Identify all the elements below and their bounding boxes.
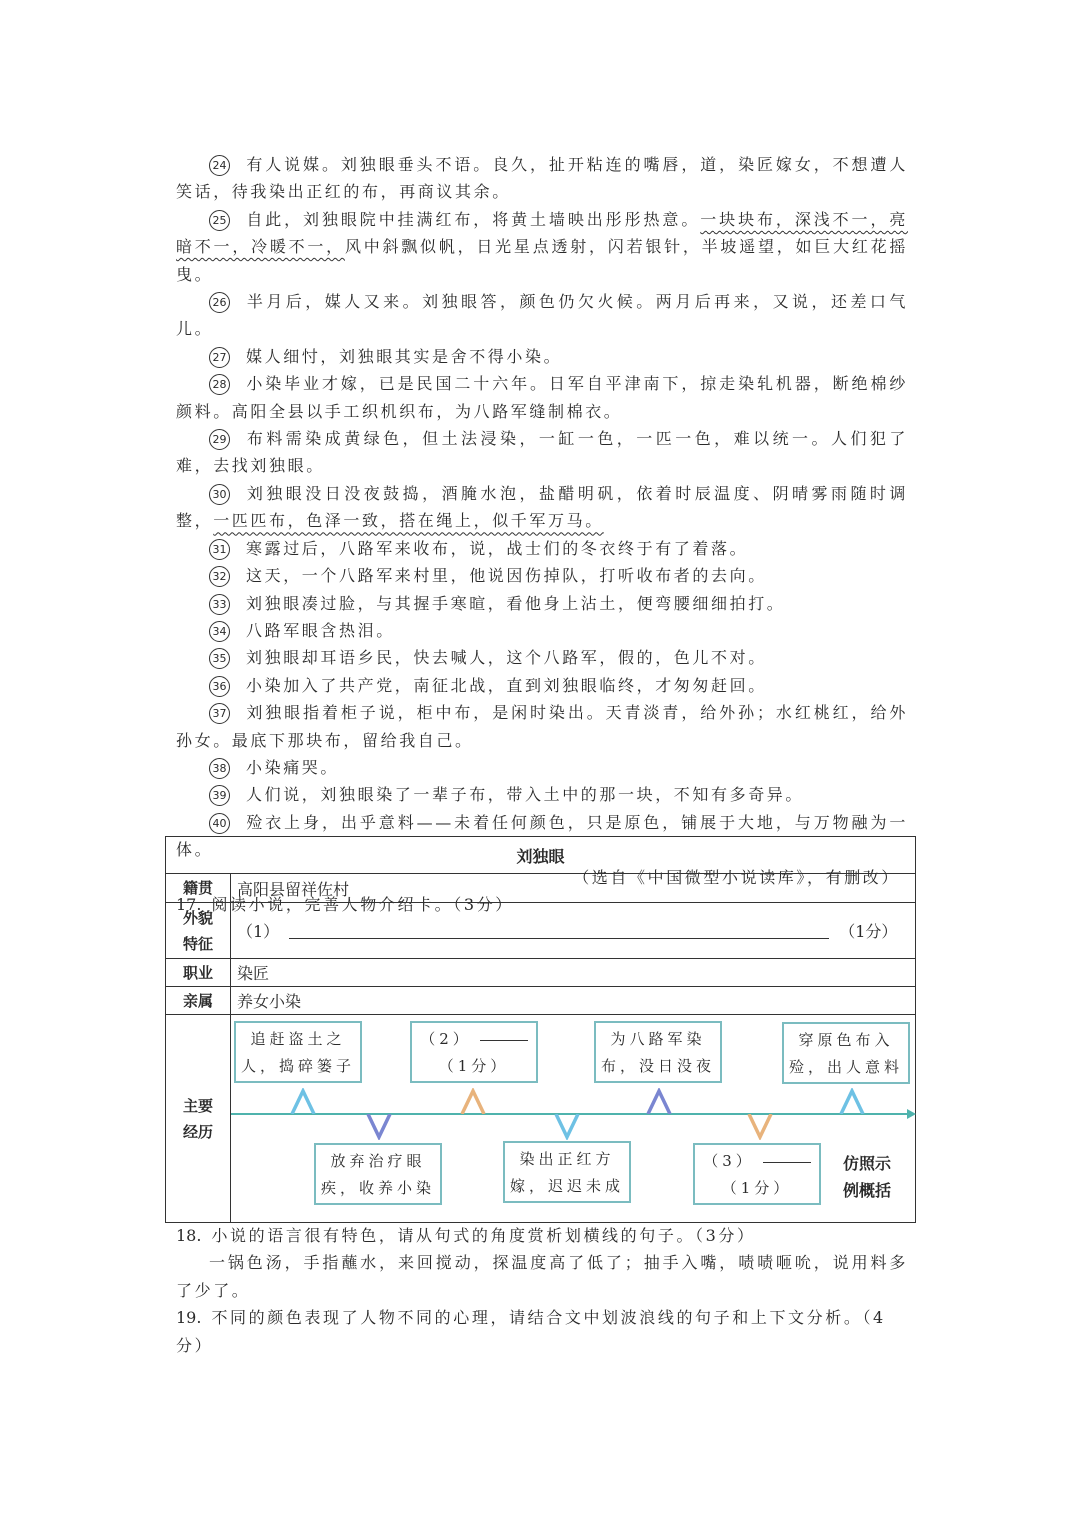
paragraph <box>176 425 908 480</box>
event-text: 为八路军染 <box>610 1030 706 1048</box>
paragraph <box>176 617 908 644</box>
paragraph <box>176 288 908 343</box>
paragraph-number: 27 <box>209 347 230 368</box>
reading-passage <box>176 151 908 918</box>
value-relatives: 养女小染 <box>231 987 916 1015</box>
wavy-underlined-text: 一匹匹布，色泽一致，搭在绳上，似千军万马。 <box>213 511 604 531</box>
paragraph-text: 刘独眼却耳语乡民，快去喊人，这个八路军，假的，色儿不对。 <box>246 648 767 668</box>
paragraph-text: 殓衣上身，出乎意料——未着任何颜色，只是原色，铺展于大地，与万物融为一体。 <box>176 812 908 860</box>
question-18-quote: 一锅色汤，手指蘸水，来回搅动，探温度高了低了；抽手入嘴，啧啧咂吮，说用料多了少了。 <box>176 1253 908 1300</box>
event-text: 染出正红方 <box>519 1150 615 1168</box>
paragraph-text: 寒露过后，八路军来收布，说，战士们的冬衣终于有了着落。 <box>246 538 749 558</box>
paragraph-text: 刘独眼指着柜子说，柜中布，是闲时染出。天青淡青，给外孙；水红桃红，给外孙女。最底下那块布，留给我自己。 <box>176 703 908 750</box>
paragraph-number: 25 <box>209 210 230 231</box>
question-19 <box>176 1304 908 1359</box>
paragraph-number: 36 <box>209 676 230 697</box>
paragraph-number: 39 <box>209 785 230 806</box>
hint-text: 仿照示例概括 <box>843 1154 892 1200</box>
event-text: 追赶盗土之 <box>250 1030 346 1048</box>
paragraph-number: 28 <box>209 374 230 395</box>
event-text: 人，捣碎篓子 <box>240 1057 355 1075</box>
event-text: （2） <box>420 1030 472 1048</box>
question-text: 不同的颜色表现了人物不同的心理，请结合文中划波浪线的句子和上下文分析。（4分） <box>176 1308 886 1355</box>
event-text: （3） <box>703 1152 755 1170</box>
event-text: （1分） <box>721 1179 793 1197</box>
paragraph-number: 34 <box>209 621 230 642</box>
paragraph-text: 八路军眼含热泪。 <box>246 620 395 640</box>
event-text: （1分） <box>438 1057 510 1075</box>
question-text: 阅读小说，完善人物介绍卡。（3分） <box>211 894 514 914</box>
paragraph <box>176 151 908 206</box>
paragraph-text: 小染痛哭。 <box>246 757 340 777</box>
question-number: 19. <box>176 1308 202 1328</box>
paragraph <box>176 754 908 781</box>
paragraph-text: 自此，刘独眼院中挂满红布，将黄土墙映出彤彤热意。 <box>246 209 701 229</box>
paragraph-number: 33 <box>209 594 230 615</box>
label-relatives: 亲属 <box>166 987 231 1015</box>
paragraph-text: 人们说，刘独眼染了一辈子布，带入土中的那一块，不知有多奇异。 <box>246 785 805 805</box>
wavy-underlined-text: 一块块布，深浅不一，亮暗不一，冷暖不一， <box>176 209 908 257</box>
paragraph <box>176 535 908 562</box>
paragraph-number: 38 <box>209 758 230 779</box>
paragraph-text: 媒人细忖，刘独眼其实是舍不得小染。 <box>246 346 563 366</box>
answer-blank-line[interactable] <box>289 938 829 939</box>
paragraph-number: 26 <box>209 292 230 313</box>
paragraph-number: 30 <box>209 484 230 505</box>
score-label: （1分） <box>839 922 898 941</box>
event-text: 放弃治疗眼 <box>330 1152 426 1170</box>
paragraph-number: 40 <box>209 813 230 834</box>
paragraph-text: 布料需染成黄绿色，但土法浸染，一缸一色，一匹一色，难以统一。人们犯了难，去找刘独眼。 <box>176 429 908 476</box>
paragraph-number: 35 <box>209 648 230 669</box>
label-experience: 主要经历 <box>166 1015 231 1223</box>
event-text: 布，没日没夜 <box>600 1057 715 1075</box>
paragraph <box>176 590 908 617</box>
paragraph <box>176 644 908 671</box>
paragraph-list <box>176 151 908 864</box>
paragraph <box>176 781 908 808</box>
blank-number: （1） <box>237 922 280 941</box>
paragraph-number: 37 <box>209 703 230 724</box>
paragraph <box>176 343 908 370</box>
label-appearance: 外貌特征 <box>166 903 231 959</box>
event-text: 嫁，迟迟未成 <box>509 1177 624 1195</box>
paragraph-text: 有人说媒。刘独眼垂头不语。良久，扯开粘连的嘴唇，道，染匠嫁女，不想遭人笑话，待我染出正红的布，再商议其余。 <box>176 155 908 202</box>
source-citation: （选自《中国微型小说读库》，有删改） <box>573 867 900 887</box>
paragraph <box>176 699 908 754</box>
question-18 <box>176 1222 908 1249</box>
value-occupation: 染匠 <box>231 959 916 987</box>
paragraph-text: 这天，一个八路军来村里，他说因伤掉队，打听收布者的去向。 <box>246 566 767 586</box>
value-hometown: 高阳县留祥佐村 <box>231 874 916 903</box>
timeline-cell <box>231 1015 916 1223</box>
paragraph-text: 小染毕业才嫁，已是民国二十六年。日军自平津南下，掠走染轧机器，断绝棉纱颜料。高阳全县以手工织机织布，为八路军缝制棉衣。 <box>176 374 908 421</box>
label-hometown: 籍贯 <box>166 874 231 903</box>
paragraph-text: 风中斜飘似帆，日光星点透射，闪若银针，半坡遥望，如巨大红花摇曳。 <box>176 237 908 284</box>
paragraph-number: 24 <box>209 155 230 176</box>
paragraph-number: 32 <box>209 566 230 587</box>
event-text: 穿原色布入 <box>798 1031 894 1049</box>
character-card <box>165 836 916 1223</box>
question-number: 17. <box>176 894 202 914</box>
paragraph <box>176 206 908 288</box>
question-number: 18. <box>176 1226 202 1245</box>
paragraph <box>176 370 908 425</box>
card-title: 刘独眼 <box>166 837 916 874</box>
paragraph <box>176 672 908 699</box>
paragraph-text: 刘独眼没日没夜鼓捣，酒腌水泡，盐醋明矾，依着时辰温度、阴晴雾雨随时调整， <box>176 483 908 531</box>
paragraph-number: 31 <box>209 539 230 560</box>
paragraph-text: 小染加入了共产党，南征北战，直到刘独眼临终，才匆匆赶回。 <box>246 675 767 695</box>
answer-appearance[interactable] <box>231 903 916 959</box>
event-text: 殓，出人意料 <box>788 1058 903 1076</box>
event-text: 疾，收养小染 <box>320 1179 435 1197</box>
questions-section <box>176 1222 908 1359</box>
paragraph-number: 29 <box>209 429 230 450</box>
label-occupation: 职业 <box>166 959 231 987</box>
paragraph <box>176 480 908 535</box>
paragraph-text: 刘独眼凑过脸，与其握手寒暄，看他身上沾土，便弯腰细细拍打。 <box>246 593 786 613</box>
paragraph-text: 半月后，媒人又来。刘独眼答，颜色仍欠火候。两月后再来，又说，还差口气儿。 <box>176 292 908 339</box>
question-text: 小说的语言很有特色，请从句式的角度赏析划横线的句子。（3分） <box>211 1226 756 1245</box>
paragraph <box>176 562 908 589</box>
